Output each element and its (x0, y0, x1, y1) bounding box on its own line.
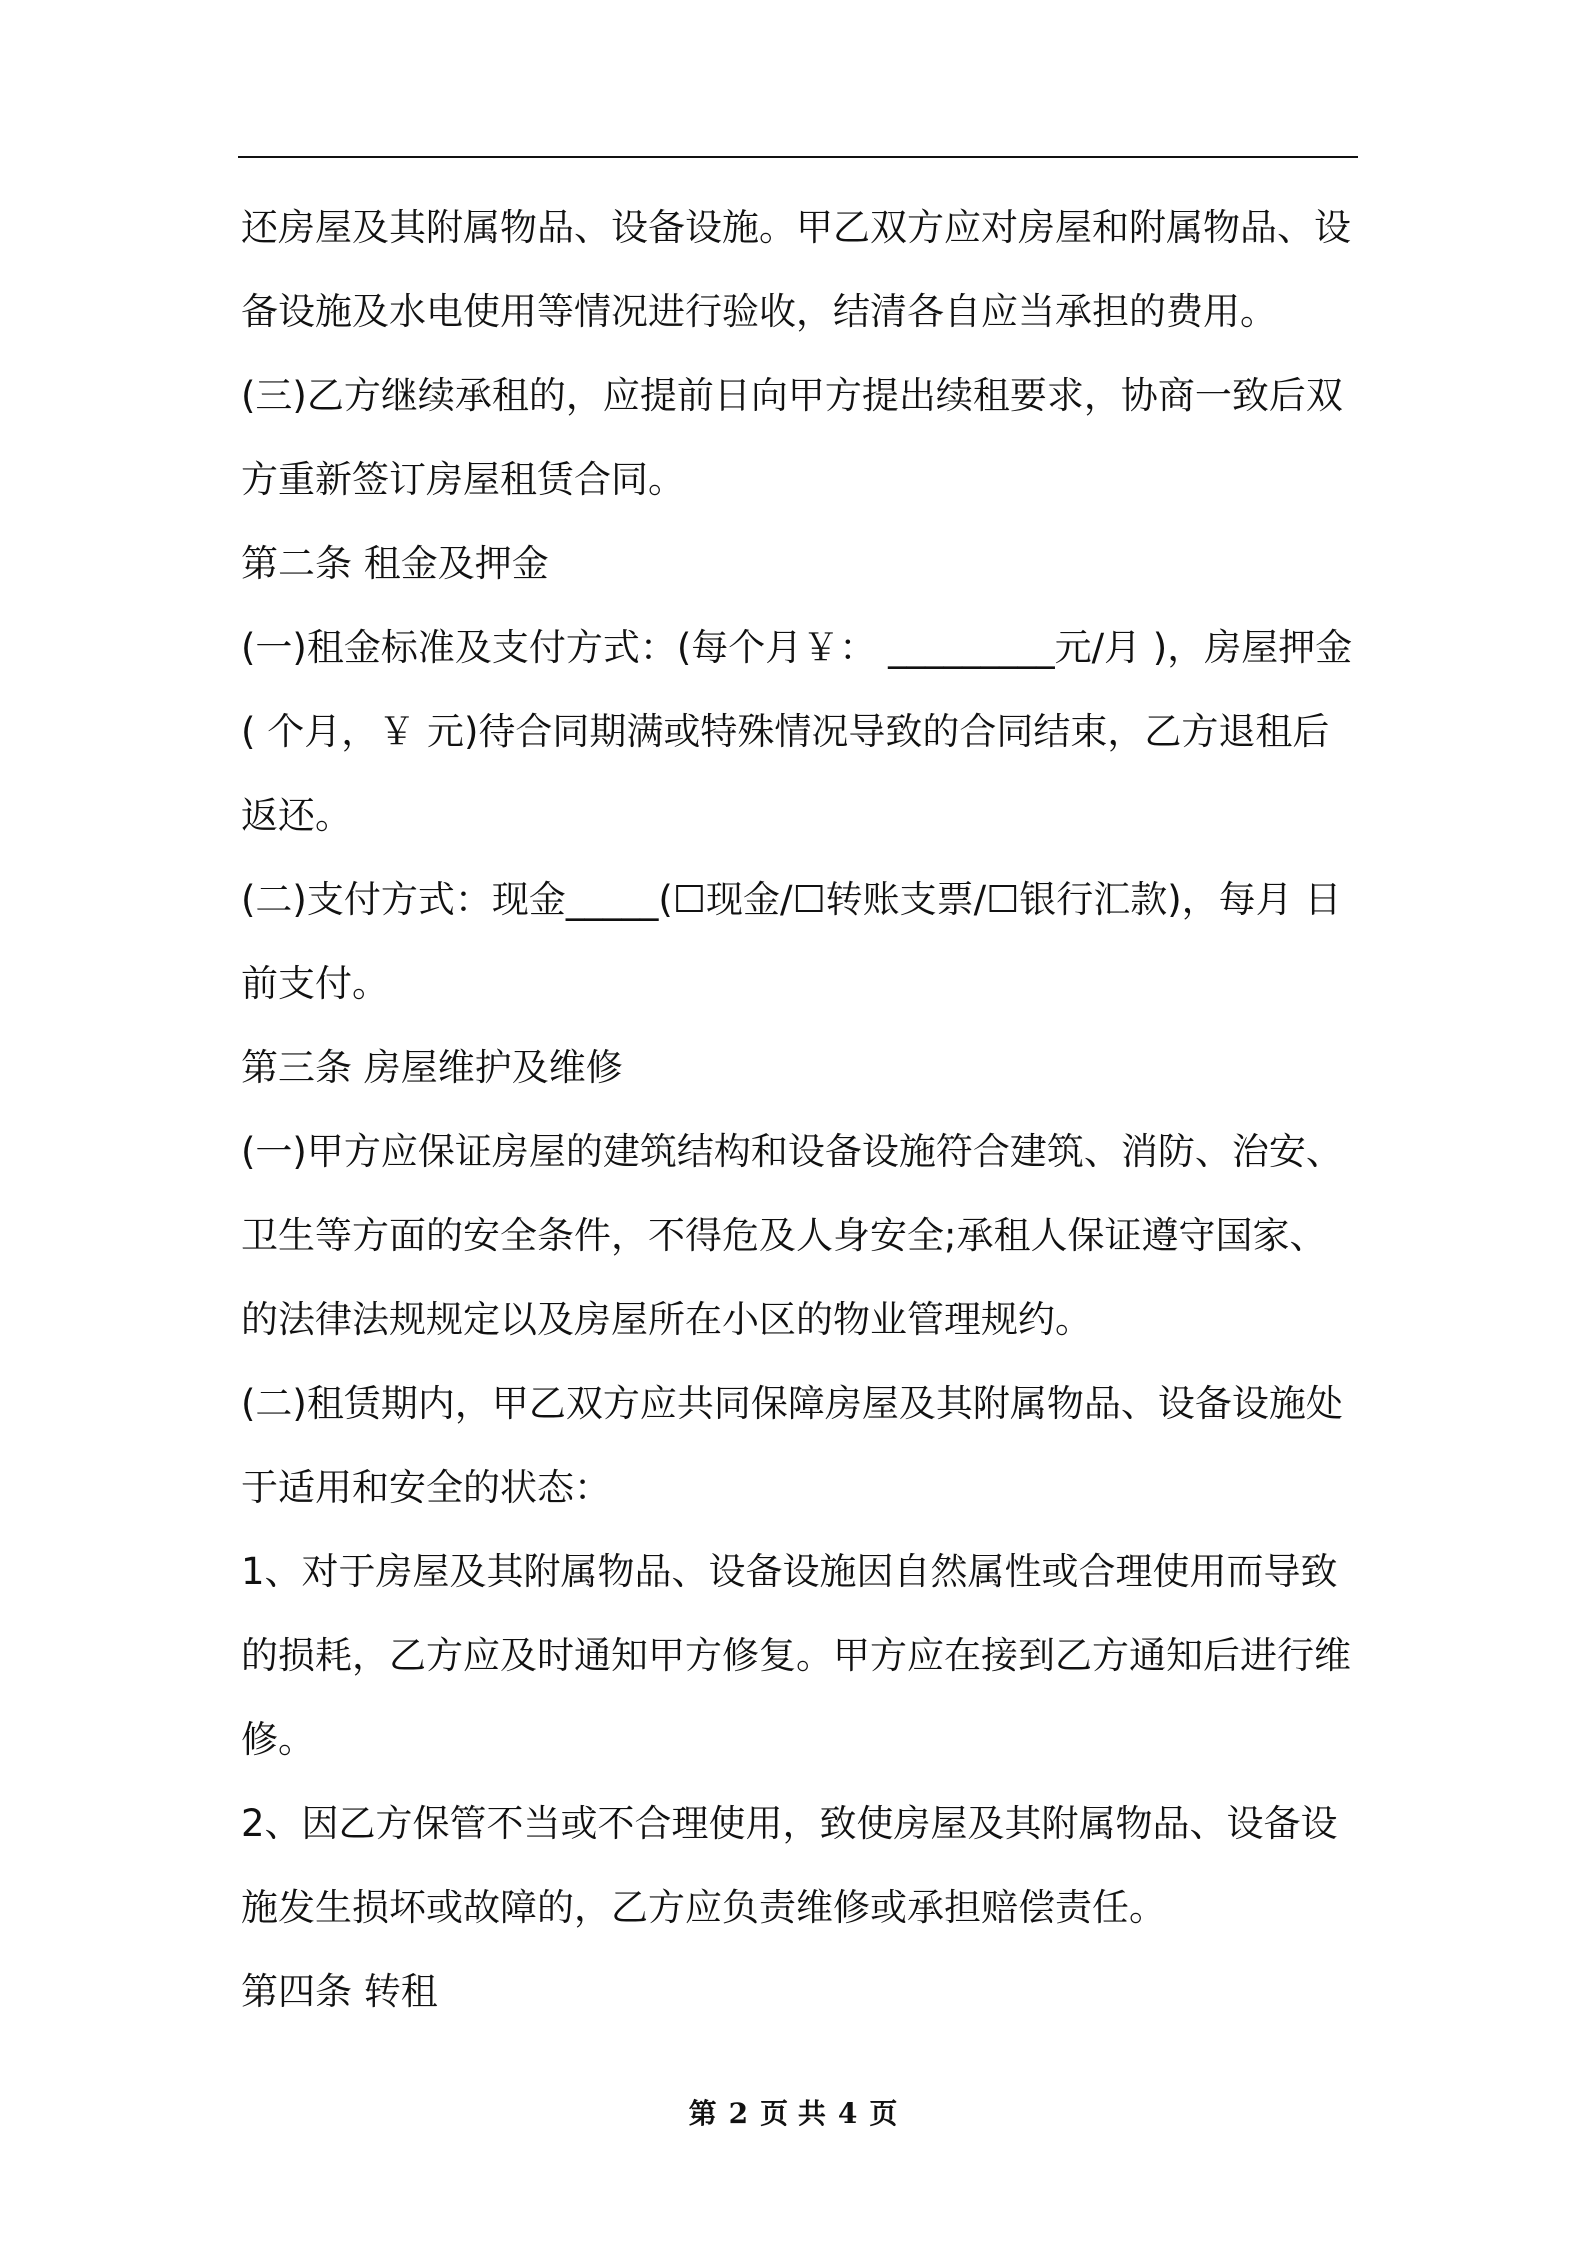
text-line: ( 个月，￥ 元)待合同期满或特殊情况导致的合同结束，乙方退租后 (241, 710, 1330, 753)
footer-prefix: 第 (688, 2097, 717, 2130)
text-line: (三)乙方继续承租的，应提前日向甲方提出续租要求，协商一致后双 (241, 374, 1343, 417)
text-line: 的法律法规规定以及房屋所在小区的物业管理规约。 (241, 1298, 1092, 1341)
document-body (241, 186, 1359, 2034)
text-line: (一)甲方应保证房屋的建筑结构和设备设施符合建筑、消防、治安、 (241, 1130, 1343, 1173)
text-line: 的损耗，乙方应及时通知甲方修复。甲方应在接到乙方通知后进行维 (241, 1634, 1351, 1677)
text-line: 方重新签订房屋租赁合同。 (241, 458, 685, 501)
text-line: 备设施及水电使用等情况进行验收，结清各自应当承担的费用。 (241, 290, 1277, 333)
total-pages-number: 4 (837, 2097, 858, 2130)
text-line: (一)租金标准及支付方式：(每个月￥： _________元/月 )，房屋押金 (241, 626, 1353, 669)
header-rule (238, 156, 1358, 158)
text-line: 修。 (241, 1718, 315, 1761)
text-line: 前支付。 (241, 962, 389, 1005)
text-line: (二)租赁期内，甲乙双方应共同保障房屋及其附属物品、设备设施处 (241, 1382, 1343, 1425)
section-heading: 第三条 房屋维护及维修 (241, 1046, 623, 1089)
text-line: 1、对于房屋及其附属物品、设备设施因自然属性或合理使用而导致 (241, 1550, 1338, 1593)
text-line: 返还。 (241, 794, 352, 837)
section-heading: 第二条 租金及押金 (241, 542, 549, 585)
text-line: 于适用和安全的状态： (241, 1466, 611, 1509)
text-line: 卫生等方面的安全条件，不得危及人身安全;承租人保证遵守国家、 (241, 1214, 1327, 1257)
section-heading: 第四条 转租 (241, 1970, 438, 2013)
footer-middle: 页 共 (760, 2097, 826, 2130)
footer-suffix: 页 (869, 2097, 898, 2130)
text-line: 2、因乙方保管不当或不合理使用，致使房屋及其附属物品、设备设 (241, 1802, 1338, 1845)
text-line: 还房屋及其附属物品、设备设施。甲乙双方应对房屋和附属物品、设 (241, 206, 1351, 249)
page-number-footer (0, 2092, 1586, 2132)
text-line: (二)支付方式：现金_____(☐现金/☐转账支票/☐银行汇款)，每月 日 (241, 878, 1342, 921)
text-line: 施发生损坏或故障的，乙方应负责维修或承担赔偿责任。 (241, 1886, 1166, 1929)
current-page-number: 2 (728, 2097, 749, 2130)
